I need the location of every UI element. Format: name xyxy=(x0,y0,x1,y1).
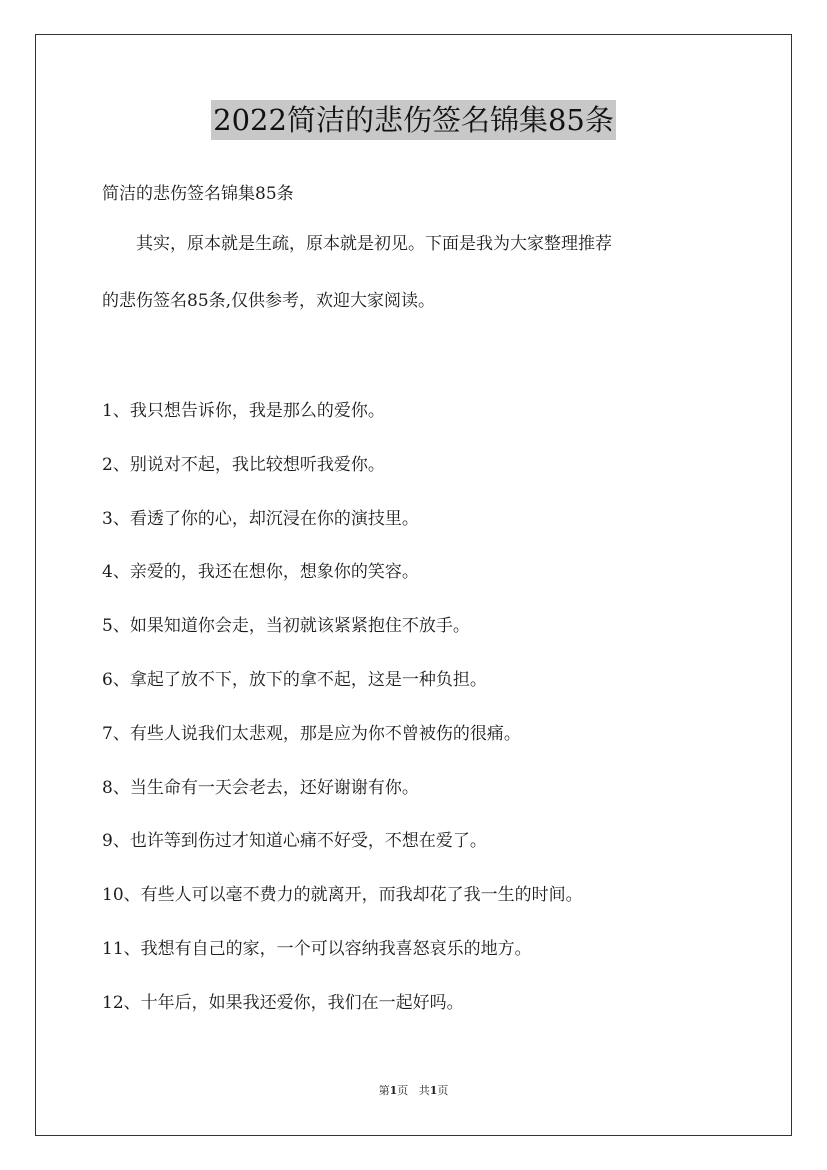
list-item: 9、也许等到伤过才知道心痛不好受，不想在爱了。 xyxy=(102,831,487,852)
signature-list xyxy=(102,397,583,1043)
document-title: 2022简洁的悲伤签名锦集85条 xyxy=(211,100,616,140)
page-suffix: 页 xyxy=(397,1084,409,1097)
list-item: 4、亲爱的，我还在想你，想象你的笑容。 xyxy=(102,562,419,583)
total-prefix: 共 xyxy=(418,1084,430,1097)
document-subtitle: 简洁的悲伤签名锦集85条 xyxy=(102,184,294,204)
list-item: 6、拿起了放不下，放下的拿不起，这是一种负担。 xyxy=(102,669,487,690)
page-total: 1 xyxy=(429,1084,438,1097)
list-item: 5、如果知道你会走，当初就该紧紧抱住不放手。 xyxy=(102,616,470,637)
intro-text-1: 其实，原本就是生疏，原本就是初见。下面是我为大家整理推荐 xyxy=(136,234,612,254)
intro-paragraph-line-1 xyxy=(102,230,742,258)
page-prefix: 第 xyxy=(378,1084,390,1097)
list-item: 11、我想有自己的家，一个可以容纳我喜怒哀乐的地方。 xyxy=(102,938,532,959)
page-footer xyxy=(0,1083,827,1099)
intro-paragraph-line-2: 的悲伤签名85条,仅供参考，欢迎大家阅读。 xyxy=(102,291,436,311)
total-suffix: 页 xyxy=(437,1084,449,1097)
list-item: 12、十年后，如果我还爱你，我们在一起好吗。 xyxy=(102,992,464,1013)
list-item: 7、有些人说我们太悲观，那是应为你不曾被伤的很痛。 xyxy=(102,723,521,744)
list-item: 3、看透了你的心，却沉浸在你的演技里。 xyxy=(102,508,419,529)
title-container xyxy=(0,100,827,140)
page-current: 1 xyxy=(389,1084,398,1097)
list-item: 2、别说对不起，我比较想听我爱你。 xyxy=(102,454,385,475)
list-item: 1、我只想告诉你，我是那么的爱你。 xyxy=(102,401,385,421)
list-item: 10、有些人可以毫不费力的就离开，而我却花了我一生的时间。 xyxy=(102,885,583,906)
list-item: 8、当生命有一天会老去，还好谢谢有你。 xyxy=(102,777,419,798)
